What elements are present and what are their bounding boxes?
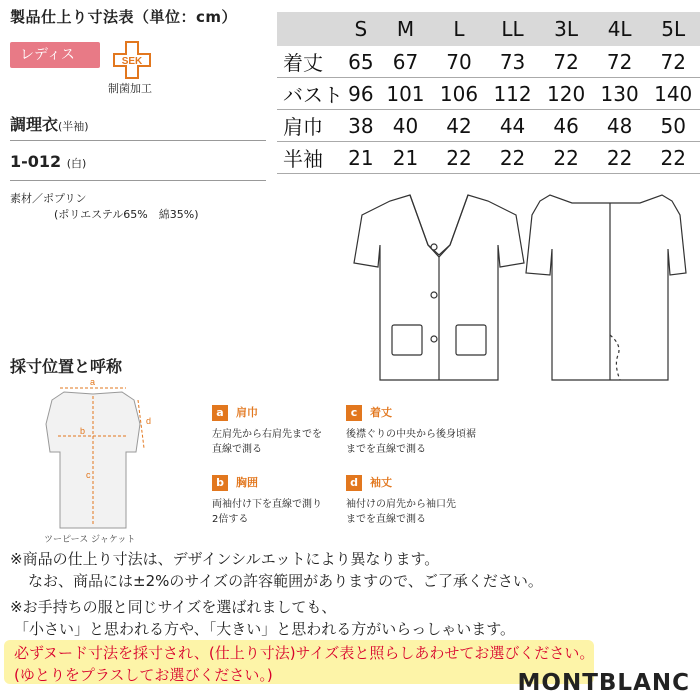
key-name: 着丈 (370, 406, 392, 419)
diagram-caption: ツーピース ジャケット (44, 535, 136, 545)
row-label: バスト (277, 78, 343, 110)
table-cell: 96 (343, 78, 379, 110)
measure-key (346, 474, 456, 527)
table-cell: 101 (379, 78, 433, 110)
table-cell: 130 (593, 78, 647, 110)
key-desc: 左肩先から右肩先までを (212, 429, 322, 440)
table-cell: 112 (486, 78, 540, 110)
table-row (277, 110, 700, 142)
product-code-text: 1-012 (10, 152, 62, 171)
product-name (10, 112, 89, 135)
divider (10, 180, 266, 181)
key-desc: 直線で測る (212, 444, 262, 455)
table-cell: 40 (379, 110, 433, 142)
warning-line: 必ずヌード寸法を採寸され、(仕上り寸法)サイズ表と照らしあわせてお選びください。 (14, 644, 595, 662)
key-desc: 2倍する (212, 514, 249, 525)
warning-line: (ゆとりをプラスしてお選びください。) (14, 666, 273, 684)
table-row (277, 142, 700, 174)
ladies-badge: レディス (10, 42, 100, 68)
measurement-title: 採寸位置と呼称 (10, 357, 123, 376)
note-line: なお、商品には±2%のサイズの許容範囲がありますので、ご了承ください。 (28, 572, 543, 590)
key-name: 胸囲 (236, 476, 258, 489)
key-desc: 後襟ぐりの中央から後身頃裾 (346, 429, 476, 440)
table-cell: 22 (593, 142, 647, 174)
table-row (277, 46, 700, 78)
note-line: 「小さい」と思われる方や、「大きい」と思われる方がいらっしゃいます。 (14, 620, 516, 638)
size-table (277, 12, 700, 174)
size-header: 3L (539, 12, 593, 46)
row-label: 肩巾 (277, 110, 343, 142)
table-row (277, 78, 700, 110)
size-header: S (343, 12, 379, 46)
table-cell: 72 (646, 46, 700, 78)
size-header-row (277, 12, 700, 46)
measure-letter-a: a (90, 378, 96, 387)
size-header: 4L (593, 12, 647, 46)
table-cell: 48 (593, 110, 647, 142)
product-color: (白) (66, 157, 87, 170)
measure-key (212, 404, 322, 457)
table-cell: 140 (646, 78, 700, 110)
table-cell: 106 (432, 78, 486, 110)
size-header: M (379, 12, 433, 46)
product-code (10, 152, 86, 171)
garment-back-illustration (526, 195, 686, 380)
table-cell: 65 (343, 46, 379, 78)
measure-key (346, 404, 476, 457)
table-cell: 72 (539, 46, 593, 78)
key-badge: c (346, 405, 362, 421)
brand-logo: MONTBLANC (517, 670, 690, 696)
note-line: ※お手持ちの服と同じサイズを選ばれましても、 (10, 598, 337, 616)
sek-label: 制菌加工 (108, 82, 152, 95)
table-cell: 46 (539, 110, 593, 142)
table-cell: 42 (432, 110, 486, 142)
material-line-2: (ポリエステル65% 綿35%) (54, 208, 199, 221)
note-line: ※商品の仕上り寸法は、デザインシルエットにより異なります。 (10, 550, 440, 568)
key-badge: b (212, 475, 228, 491)
garment-front-illustration (354, 195, 524, 380)
measure-letter-c: c (86, 470, 91, 480)
table-cell: 50 (646, 110, 700, 142)
key-badge: a (212, 405, 228, 421)
measure-letter-d: d (146, 416, 152, 426)
measure-letter-b: b (80, 426, 86, 436)
table-cell: 22 (646, 142, 700, 174)
table-cell: 21 (379, 142, 433, 174)
key-desc: 両袖付け下を直線で測り (212, 499, 322, 510)
table-cell: 72 (593, 46, 647, 78)
size-header-corner (277, 12, 343, 46)
table-cell: 73 (486, 46, 540, 78)
table-cell: 22 (486, 142, 540, 174)
garment-illustration (350, 185, 690, 385)
key-desc: 袖付けの肩先から袖口先 (346, 499, 456, 510)
product-name-note: (半袖) (58, 120, 89, 133)
material-line-1: 素材／ポプリン (10, 192, 87, 205)
table-cell: 44 (486, 110, 540, 142)
table-cell: 21 (343, 142, 379, 174)
key-name: 肩巾 (236, 406, 258, 419)
table-cell: 22 (539, 142, 593, 174)
key-badge: d (346, 475, 362, 491)
table-cell: 67 (379, 46, 433, 78)
key-desc: までを直線で測る (346, 514, 426, 525)
divider (10, 140, 266, 141)
size-header: LL (486, 12, 540, 46)
row-label: 着丈 (277, 46, 343, 78)
table-cell: 38 (343, 110, 379, 142)
table-cell: 120 (539, 78, 593, 110)
size-header: L (432, 12, 486, 46)
table-title: 製品仕上り寸法表（単位：cm） (10, 8, 238, 26)
table-cell: 70 (432, 46, 486, 78)
sek-mark-text: SEK (121, 56, 143, 67)
size-header: 5L (646, 12, 700, 46)
key-name: 袖丈 (370, 476, 392, 489)
sek-icon (112, 40, 152, 80)
measurement-diagram (30, 378, 170, 534)
key-desc: までを直線で測る (346, 444, 426, 455)
table-cell: 22 (432, 142, 486, 174)
measure-key (212, 474, 322, 527)
row-label: 半袖 (277, 142, 343, 174)
product-name-text: 調理衣 (10, 115, 59, 134)
